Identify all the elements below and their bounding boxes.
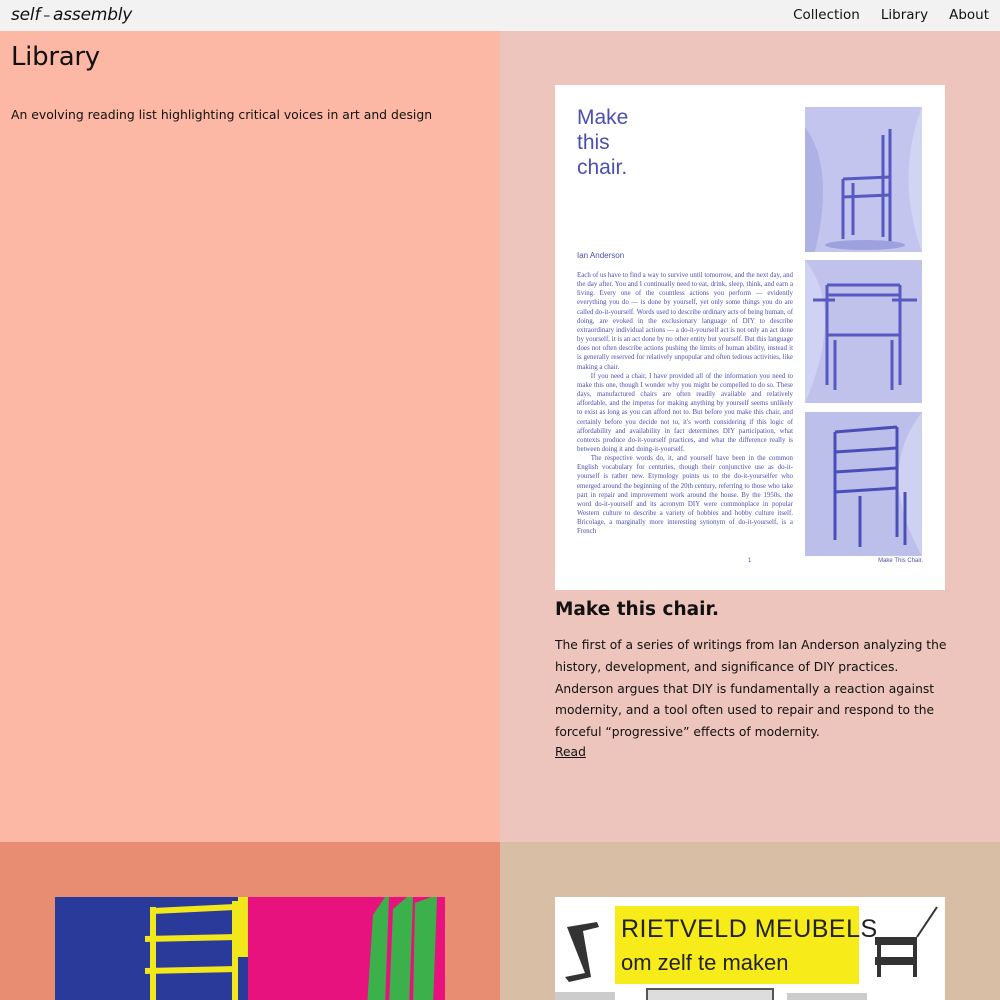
- cover-body-text: [577, 271, 793, 557]
- read-link[interactable]: Read: [555, 745, 586, 759]
- chair-photo-front: [805, 260, 922, 403]
- cover-author: Ian Anderson: [577, 251, 625, 260]
- logo-dash: –: [43, 8, 51, 24]
- site-logo[interactable]: [11, 5, 132, 25]
- reading-cover-image[interactable]: [555, 85, 945, 590]
- cover-paragraph-2: If you need a chair, I have provided all of the information you need to make this one, though I wonder why you might be compelled to do so. These days, manufactured chairs are often readily available and relatively affordable, and the impetus for making anything by yourself seems unlikely to exist as long as you can afford not to. But before you make this chair, and certainly before you decide not to, it's worth considering if this logic of affordability and availability in fact determines DIY participation, what contexts produce do-it-yourself practices, and what the difference really is between doing it and doing-it-yourself.: [577, 372, 793, 453]
- nav-link-collection[interactable]: Collection: [793, 7, 860, 23]
- logo-word-assembly: assembly: [53, 5, 133, 25]
- library-intro-panel: [0, 31, 500, 842]
- reading-cover-image-2[interactable]: [55, 897, 445, 1000]
- chair-photo-angle: [805, 412, 922, 556]
- reading-card-2: [0, 842, 500, 1000]
- reading-card-3: [500, 842, 1000, 1000]
- chair-photo-side: [805, 107, 922, 252]
- cover-title: Make this chair.: [577, 106, 629, 179]
- page-subtitle: An evolving reading list highlighting critical voices in art and design: [11, 107, 433, 122]
- cover-title-line-2: om zelf te maken: [621, 950, 789, 975]
- cover-paragraph-3: The respective words do, it, and yourself have been in the common English vocabulary for centuries, though their conjunctive use as do-it-yourself is rather new. Etymology points us to the do-it-yourselfer who emerged around the beginning of the 20th century, referring to those who take part in repair and improvement work around the house. By the 1950s, the word do-it-yourself and its acronym DIY were commonplace in popular Western culture to describe a variety of hobbies and hobby culture itself. Bricolage, a marginally more interesting synonym of do-it-yourself, is a French: [577, 455, 793, 536]
- cover-title-line-1: RIETVELD MEUBELS: [621, 915, 878, 943]
- reading-title[interactable]: Make this chair.: [555, 599, 719, 620]
- cover-page-number: 1: [748, 558, 752, 564]
- nav-link-library[interactable]: Library: [880, 7, 929, 23]
- logo-word-self: self: [11, 5, 41, 25]
- cover-footer: Make This Chair.: [878, 558, 923, 564]
- top-bar: [0, 0, 1000, 31]
- featured-reading-card: [500, 31, 1000, 842]
- main-nav: [793, 7, 989, 23]
- reading-cover-image-3[interactable]: [555, 897, 945, 1000]
- nav-link-about[interactable]: About: [949, 7, 989, 23]
- cover-paragraph-1: Each of us have to find a way to survive until tomorrow, and the next day, and the day after. You and I continually need to eat, drink, sleep, think, and earn a living. Every one of the countless actions you perform — evidently everything you do — is done by yourself, yet only some things you do are called do-it-yourself. Words used to describe ordinary acts of being human, of doing, are evoked in the exclusionary language of DIY to describe extraordinary individual actions — a do-it-yourself act is not only an act done by yourself, it is an act done by no other entity but yourself. But this language does not often describe actions pushing the limits of human ability, instead it is generally reserved for relatively unpopular and often tedious activities, like making a chair.: [577, 272, 793, 371]
- page-title: Library: [11, 42, 100, 72]
- reading-description: The first of a series of writings from Ian Anderson analyzing the history, development, and significance of DIY practices. Anderson argues that DIY is fundamentally a reaction against modernity, and a tool often used to repair and respond to the forceful “progressive” effects of modernity.: [555, 638, 947, 740]
